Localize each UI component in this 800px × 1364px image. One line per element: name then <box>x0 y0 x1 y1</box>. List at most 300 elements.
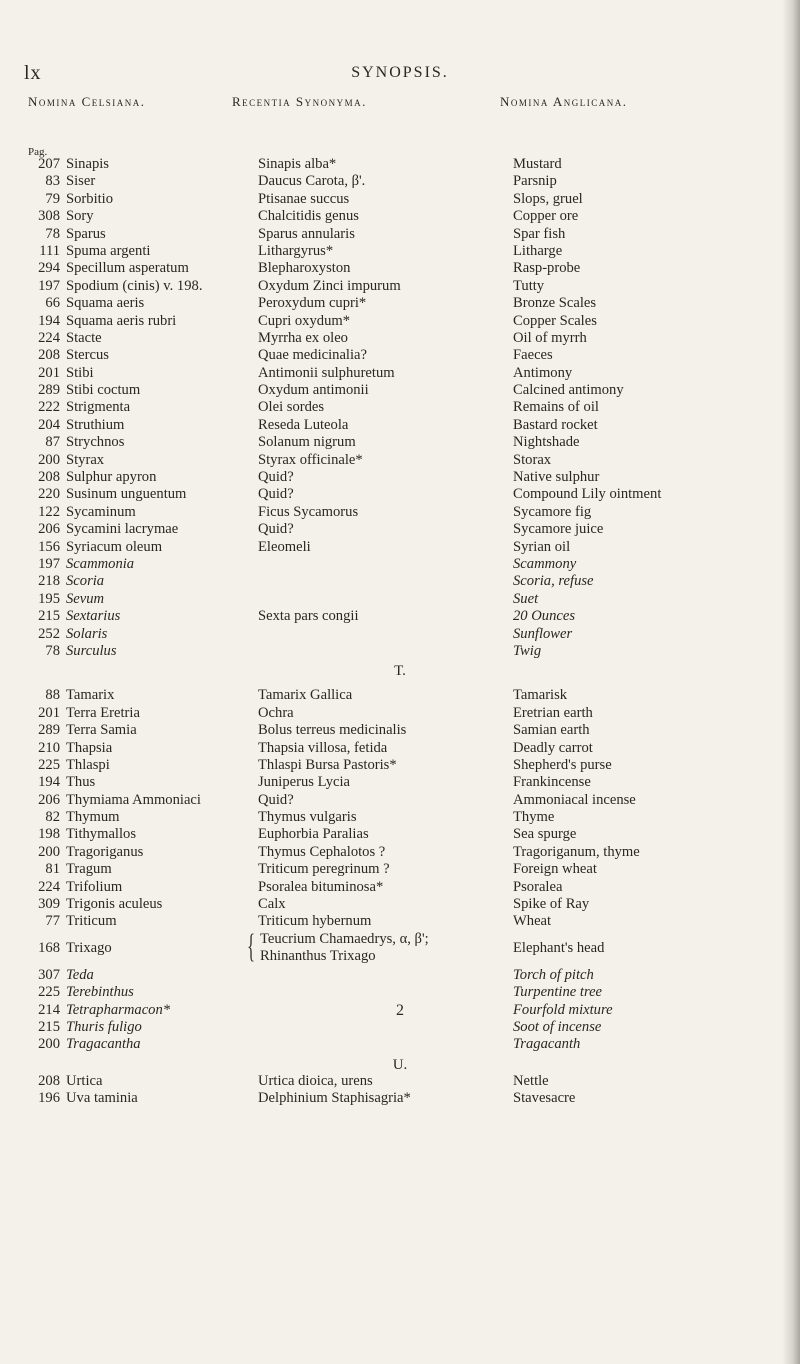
celsiana-cell <box>28 705 140 722</box>
anglicana-cell: Ammoniacal incense <box>513 791 636 808</box>
celsiana-name: Thapsia <box>66 739 113 756</box>
celsiana-name: Sulphur apyron <box>66 469 157 486</box>
recentia-cell: Triticum hybernum <box>258 913 372 930</box>
page-ref: 66 <box>45 295 60 312</box>
celsiana-cell <box>28 573 104 590</box>
celsiana-cell <box>28 486 186 503</box>
anglicana-cell: Copper ore <box>513 208 579 225</box>
recentia-cell: Myrrha ex oleo <box>258 329 348 346</box>
table-row <box>0 705 800 722</box>
anglicana-cell: Twig <box>513 642 542 659</box>
celsiana-name: Terra Eretria <box>66 704 140 721</box>
table-row <box>0 757 800 774</box>
recentia-cell: Quid? <box>258 791 294 808</box>
recentia-cell: Quid? <box>258 521 294 538</box>
page-ref: 78 <box>45 225 60 242</box>
page-ref: 208 <box>38 1072 60 1089</box>
celsiana-name: Strigmenta <box>66 399 131 416</box>
page-ref: 222 <box>38 399 60 416</box>
celsiana-name: Terebinthus <box>66 984 134 1001</box>
celsiana-name: Trigonis aculeus <box>66 896 163 913</box>
anglicana-cell: Antimony <box>513 364 573 381</box>
celsiana-cell <box>28 687 114 704</box>
running-title: SYNOPSIS. <box>351 64 449 81</box>
celsiana-name: Styrax <box>66 451 105 468</box>
table-row <box>0 382 800 399</box>
table-row <box>0 556 800 573</box>
celsiana-cell <box>28 156 109 173</box>
celsiana-cell <box>28 1090 138 1107</box>
celsiana-name: Tetrapharmacon* <box>66 1001 171 1018</box>
anglicana-cell: Nettle <box>513 1072 549 1089</box>
recentia-cell: Solanum nigrum <box>258 434 356 451</box>
column-head-celsiana: Nomina Celsiana. <box>28 94 146 109</box>
recentia-cell: Antimonii sulphuretum <box>258 364 395 381</box>
celsiana-name: Sycamini lacrymae <box>66 521 179 538</box>
celsiana-cell <box>28 757 110 774</box>
celsiana-cell <box>28 556 134 573</box>
celsiana-cell <box>28 226 106 243</box>
table-row <box>0 1073 800 1090</box>
page-ref: 204 <box>38 416 60 433</box>
table-row <box>0 486 800 503</box>
recentia-cell: Styrax officinale* <box>258 451 363 468</box>
celsiana-name: Terra Samia <box>66 722 137 739</box>
anglicana-cell: Spike of Ray <box>513 896 590 913</box>
page-ref: 198 <box>38 826 60 843</box>
page-ref: 225 <box>38 984 60 1001</box>
celsiana-cell <box>28 809 120 826</box>
celsiana-name: Stibi <box>66 364 94 381</box>
signature-mark: 2 <box>396 1002 404 1019</box>
anglicana-cell: Foreign wheat <box>513 861 597 878</box>
anglicana-cell: 20 Ounces <box>513 608 576 625</box>
page-ref: 111 <box>39 242 60 259</box>
celsiana-cell <box>28 1019 142 1036</box>
letter-heading-t <box>0 660 800 679</box>
table-row <box>0 740 800 757</box>
celsiana-cell <box>28 984 134 1001</box>
page-ref: 225 <box>38 756 60 773</box>
table-row <box>0 984 800 1001</box>
page-ref: 194 <box>38 774 60 791</box>
recentia-cell: Reseda Luteola <box>258 416 349 433</box>
anglicana-cell: Turpentine tree <box>513 984 603 1001</box>
table-row <box>0 260 800 277</box>
celsiana-cell <box>28 504 136 521</box>
page-ref: 200 <box>38 1036 60 1053</box>
recentia-cell: Ochra <box>258 704 294 721</box>
recentia-cell: Ficus Sycamorus <box>258 503 359 520</box>
anglicana-cell: Parsnip <box>513 173 557 190</box>
recentia-cell: Olei sordes <box>258 399 325 416</box>
celsiana-cell <box>28 740 112 757</box>
recentia-cell: Psoralea bituminosa* <box>258 878 384 895</box>
anglicana-cell: Calcined antimony <box>513 382 624 399</box>
table-row <box>0 591 800 608</box>
anglicana-cell: Tragacanth <box>513 1036 581 1053</box>
recentia-cell: Lithargyrus* <box>258 242 334 259</box>
recentia-cell: Thlaspi Bursa Pastoris* <box>258 756 397 773</box>
anglicana-cell: Scammony <box>513 555 577 572</box>
table-row <box>0 1019 800 1036</box>
celsiana-cell <box>28 365 94 382</box>
celsiana-cell <box>28 452 104 469</box>
page-ref: 218 <box>38 573 60 590</box>
table-row <box>0 861 800 878</box>
celsiana-name: Tithymallos <box>66 826 137 843</box>
page-ref: 214 <box>38 1001 60 1018</box>
anglicana-cell: Deadly carrot <box>513 739 593 756</box>
celsiana-cell: 168 Trixago <box>38 939 112 956</box>
curly-brace: { <box>247 927 256 965</box>
page-ref: 196 <box>38 1090 60 1107</box>
celsiana-cell <box>28 417 124 434</box>
celsiana-name: Uva taminia <box>66 1090 138 1107</box>
celsiana-cell <box>28 469 156 486</box>
celsiana-name: Stacte <box>66 329 102 346</box>
anglicana-cell: Sunflower <box>513 625 573 642</box>
page-ref: 252 <box>38 625 60 642</box>
celsiana-cell <box>28 295 144 312</box>
page-ref: 88 <box>45 687 60 704</box>
anglicana-cell: Rasp-probe <box>513 260 581 277</box>
celsiana-name: Tamarix <box>66 687 115 704</box>
anglicana-cell: Suet <box>513 590 539 607</box>
recentia-cell: Urtica dioica, urens <box>258 1072 373 1089</box>
recentia-cell: Daucus Carota, β'. <box>258 173 366 190</box>
celsiana-name: Teda <box>66 966 94 983</box>
celsiana-name: Sevum <box>66 590 105 607</box>
table-row <box>0 539 800 556</box>
celsiana-cell <box>28 591 104 608</box>
page-ref: 201 <box>38 704 60 721</box>
celsiana-name: Struthium <box>66 416 125 433</box>
anglicana-cell: Sea spurge <box>513 826 577 843</box>
celsiana-cell <box>28 382 140 399</box>
anglicana-cell: Samian earth <box>513 722 590 739</box>
celsiana-name: Spuma argenti <box>66 242 151 259</box>
celsiana-cell <box>28 1073 102 1090</box>
page-ref: 224 <box>38 878 60 895</box>
table-row <box>0 913 800 930</box>
table-row <box>0 722 800 739</box>
celsiana-cell <box>28 539 162 556</box>
table-row <box>0 330 800 347</box>
table-row <box>0 226 800 243</box>
celsiana-name: Tragacantha <box>66 1036 141 1053</box>
celsiana-cell <box>28 643 117 660</box>
celsiana-name: Sycaminum <box>66 503 136 520</box>
page-ref: 289 <box>38 722 60 739</box>
celsiana-name: Strychnos <box>66 434 125 451</box>
block-t <box>0 687 800 930</box>
recentia-cell: Chalcitidis genus <box>258 208 359 225</box>
recentia-cell: Ptisanae succus <box>258 190 350 207</box>
celsiana-cell <box>28 243 150 260</box>
recentia-cell: Quid? <box>258 469 294 486</box>
recentia-cell-2: Rhinanthus Trixago <box>260 948 376 965</box>
table-row <box>0 879 800 896</box>
anglicana-cell: Wheat <box>513 913 552 930</box>
page-ref: 224 <box>38 329 60 346</box>
page-ref: 201 <box>38 364 60 381</box>
recentia-cell: Tamarix Gallica <box>258 687 353 704</box>
celsiana-name: Thlaspi <box>66 756 110 773</box>
page-ref: 79 <box>45 190 60 207</box>
celsiana-name: Tragoriganus <box>66 843 144 860</box>
celsiana-cell <box>28 967 94 984</box>
celsiana-cell <box>28 861 112 878</box>
celsiana-name: Siser <box>66 173 96 190</box>
table-row <box>0 399 800 416</box>
anglicana-cell: Syrian oil <box>513 538 571 555</box>
celsiana-name: Tragum <box>66 861 112 878</box>
page-ref: 197 <box>38 555 60 572</box>
celsiana-name: Thymiama Ammoniaci <box>66 791 201 808</box>
recentia-cell: Delphinium Staphisagria* <box>258 1090 411 1107</box>
celsiana-cell <box>28 879 122 896</box>
table-row <box>0 469 800 486</box>
table-row <box>0 1090 800 1107</box>
page-ref: 206 <box>38 791 60 808</box>
page-ref: 156 <box>38 538 60 555</box>
celsiana-cell <box>28 608 120 625</box>
recentia-cell: Blepharoxyston <box>258 260 351 277</box>
page-ref: 77 <box>45 913 60 930</box>
recentia-cell: Oxydum Zinci impurum <box>258 277 401 294</box>
anglicana-cell: Bronze Scales <box>513 295 597 312</box>
anglicana-cell: Remains of oil <box>513 399 599 416</box>
celsiana-name: Sinapis <box>66 156 109 172</box>
table-row <box>0 278 800 295</box>
anglicana-cell: Scoria, refuse <box>513 573 594 590</box>
anglicana-cell: Stavesacre <box>513 1090 576 1107</box>
table-row <box>0 173 800 190</box>
recentia-cell: Quae medicinalia? <box>258 347 367 364</box>
celsiana-cell <box>28 260 189 277</box>
celsiana-cell <box>28 521 178 538</box>
page-ref: 87 <box>45 434 60 451</box>
column-head-recentia: Recentia Synonyma. <box>232 94 367 109</box>
page-ref: 81 <box>45 861 60 878</box>
page-ref: 200 <box>38 843 60 860</box>
recentia-cell: Sparus annularis <box>258 225 355 242</box>
celsiana-name: Squama aeris rubri <box>66 312 177 329</box>
page-ref: 289 <box>38 382 60 399</box>
page-number: lx <box>24 62 42 84</box>
table-row <box>0 608 800 625</box>
anglicana-cell: Elephant's head <box>513 939 605 956</box>
table-row <box>0 626 800 643</box>
celsiana-cell <box>28 208 94 225</box>
table-row <box>0 896 800 913</box>
celsiana-cell <box>28 844 143 861</box>
celsiana-cell <box>28 792 201 809</box>
recentia-cell: Thymus vulgaris <box>258 809 357 826</box>
celsiana-name: Sorbitio <box>66 190 114 207</box>
celsiana-cell <box>28 330 102 347</box>
celsiana-name: Specillum asperatum <box>66 260 189 277</box>
page-ref: 122 <box>38 503 60 520</box>
page-ref: 210 <box>38 739 60 756</box>
table-row <box>0 792 800 809</box>
table-row <box>0 573 800 590</box>
table-row <box>0 967 800 984</box>
letter-heading-u <box>0 1054 800 1073</box>
celsiana-cell <box>28 626 107 643</box>
pag-label: Pag. <box>28 146 48 158</box>
block-s <box>0 156 800 660</box>
anglicana-cell: Shepherd's purse <box>513 756 612 773</box>
synopsis-table <box>0 156 800 1108</box>
celsiana-name: Stercus <box>66 347 109 364</box>
table-row <box>0 452 800 469</box>
letter-t: T. <box>394 663 406 680</box>
anglicana-cell: Mustard <box>513 156 562 172</box>
column-head-anglicana: Nomina Anglicana. <box>500 94 628 109</box>
table-row <box>0 156 800 173</box>
celsiana-cell <box>28 434 124 451</box>
recentia-cell: Bolus terreus medicinalis <box>258 722 407 739</box>
celsiana-name: Scoria <box>66 573 105 590</box>
table-row <box>0 844 800 861</box>
recentia-cell: Thymus Cephalotos ? <box>258 843 386 860</box>
anglicana-cell: Thyme <box>513 809 555 826</box>
page-ref: 197 <box>38 277 60 294</box>
table-row <box>0 687 800 704</box>
page-ref: 207 <box>38 156 60 172</box>
recentia-cell: Thapsia villosa, fetida <box>258 739 388 756</box>
celsiana-cell <box>28 399 130 416</box>
celsiana-name: Urtica <box>66 1072 103 1089</box>
celsiana-name: Solaris <box>66 625 108 642</box>
celsiana-cell <box>28 774 95 791</box>
table-row <box>0 313 800 330</box>
celsiana-cell <box>28 173 95 190</box>
celsiana-name: Thus <box>66 774 96 791</box>
anglicana-cell: Tutty <box>513 277 545 294</box>
table-row <box>0 243 800 260</box>
table-row <box>0 295 800 312</box>
page-ref: 220 <box>38 486 60 503</box>
celsiana-name: Syriacum oleum <box>66 538 163 555</box>
anglicana-cell: Litharge <box>513 242 563 259</box>
celsiana-cell <box>28 896 162 913</box>
page-ref: 309 <box>38 896 60 913</box>
anglicana-cell: Torch of pitch <box>513 966 594 983</box>
anglicana-cell: Storax <box>513 451 552 468</box>
page-ref: 208 <box>38 347 60 364</box>
recentia-cell: Sinapis alba* <box>258 156 337 172</box>
anglicana-cell: Sycamore juice <box>513 521 604 538</box>
recentia-cell-1: Teucrium Chamaedrys, α, β'; <box>260 930 429 947</box>
recentia-cell: Triticum peregrinum ? <box>258 861 390 878</box>
anglicana-cell: Nightshade <box>513 434 580 451</box>
recentia-cell: Sexta pars congii <box>258 608 359 625</box>
recentia-cell: Oxydum antimonii <box>258 382 369 399</box>
page-ref: 194 <box>38 312 60 329</box>
anglicana-cell: Bastard rocket <box>513 416 598 433</box>
celsiana-name: Squama aeris <box>66 295 145 312</box>
page-ref: 78 <box>45 642 60 659</box>
celsiana-name: Thymum <box>66 809 120 826</box>
celsiana-cell <box>28 913 117 930</box>
table-row <box>0 774 800 791</box>
celsiana-name: Surculus <box>66 642 117 659</box>
page-ref: 206 <box>38 521 60 538</box>
table-row <box>0 191 800 208</box>
anglicana-cell: Fourfold mixture <box>513 1001 613 1018</box>
page-ref: 294 <box>38 260 60 277</box>
anglicana-cell: Sycamore fig <box>513 503 592 520</box>
recentia-cell: Euphorbia Paralias <box>258 826 369 843</box>
anglicana-cell: Tragoriganum, thyme <box>513 843 640 860</box>
page-ref: 83 <box>45 173 60 190</box>
table-row <box>0 365 800 382</box>
table-row <box>0 521 800 538</box>
celsiana-name: Scammonia <box>66 555 135 572</box>
recentia-cell: Quid? <box>258 486 294 503</box>
recentia-cell: Eleomeli <box>258 538 311 555</box>
celsiana-cell <box>28 278 202 295</box>
page-ref: 307 <box>38 966 60 983</box>
anglicana-cell: Slops, gruel <box>513 190 583 207</box>
anglicana-cell: Soot of incense <box>513 1018 602 1035</box>
table-row <box>0 809 800 826</box>
celsiana-cell <box>28 826 136 843</box>
anglicana-cell: Eretrian earth <box>513 704 593 721</box>
celsiana-cell <box>28 191 113 208</box>
page-ref: 308 <box>38 208 60 225</box>
anglicana-cell: Copper Scales <box>513 312 597 329</box>
celsiana-name: Sextarius <box>66 608 121 625</box>
page-ref: 82 <box>45 809 60 826</box>
anglicana-cell: Spar fish <box>513 225 566 242</box>
recentia-cell: Calx <box>258 896 286 913</box>
table-row <box>0 826 800 843</box>
celsiana-cell <box>28 347 109 364</box>
anglicana-cell: Compound Lily ointment <box>513 486 662 503</box>
page-ref: 208 <box>38 469 60 486</box>
letter-u: U. <box>392 1056 408 1073</box>
celsiana-name: Spodium (cinis) v. 198. <box>66 277 203 294</box>
anglicana-cell: Oil of myrrh <box>513 329 587 346</box>
anglicana-cell: Psoralea <box>513 878 563 895</box>
recentia-cell: Cupri oxydum* <box>258 312 351 329</box>
table-row <box>0 643 800 660</box>
recentia-cell: Peroxydum cupri* <box>258 295 367 312</box>
celsiana-cell <box>28 313 176 330</box>
page-ref: 215 <box>38 608 60 625</box>
celsiana-name: Sory <box>66 208 94 225</box>
table-row-trixago <box>0 927 800 967</box>
page-ref: 195 <box>38 590 60 607</box>
celsiana-name: Sparus <box>66 225 106 242</box>
celsiana-name: Susinum unguentum <box>66 486 187 503</box>
celsiana-name: Thuris fuligo <box>66 1018 142 1035</box>
anglicana-cell: Frankincense <box>513 774 591 791</box>
anglicana-cell: Native sulphur <box>513 469 600 486</box>
celsiana-name: Stibi coctum <box>66 382 141 399</box>
table-row <box>0 434 800 451</box>
table-row <box>0 347 800 364</box>
page-ref: 200 <box>38 451 60 468</box>
table-row <box>0 208 800 225</box>
celsiana-cell <box>28 1036 141 1053</box>
block-u <box>0 1073 800 1108</box>
table-row <box>0 417 800 434</box>
